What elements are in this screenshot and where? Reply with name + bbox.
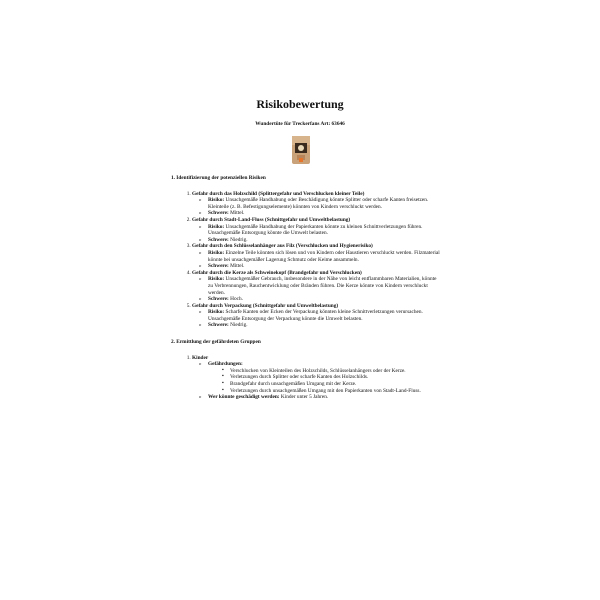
list-item: ▪ Verletzungen durch unsachgemäßen Umgang mit den Papierkanten von Stadt-Land-Fluss.: [230, 388, 441, 395]
severity-text: Mittel.: [230, 263, 245, 270]
risk-label: Risiko:: [208, 197, 225, 204]
list-item: [192, 355, 441, 401]
risk-text: Unsachgemäße Handhabung der Papierkanten könnte zu kleinen Schnittverletzungen führen. Unsachgemäße Entsorgung könnte die Umwelt belasten.: [208, 223, 423, 237]
list-item: [192, 303, 441, 329]
list-item: [208, 276, 441, 296]
list-item: [208, 250, 441, 263]
risk-title: Gefahr durch den Schlüsselanhänger aus Filz (Verschlucken und Hygienerisiko): [192, 243, 373, 250]
severity-label: Schwere:: [208, 296, 229, 303]
risk-label: Risiko:: [208, 223, 225, 230]
list-item: ▪ Brandgefahr durch unsachgemäßen Umgang mit der Kerze.: [230, 381, 441, 388]
severity-text: Mittel.: [230, 210, 245, 217]
risk-label: Risiko:: [208, 276, 225, 283]
list-item: [208, 309, 441, 322]
risk-title: Gefahr durch Verpackung (Schnittgefahr und Umweltbelastung): [192, 302, 339, 309]
severity-label: Schwere:: [208, 236, 229, 243]
risk-text: Scharfe Kanten oder Ecken der Verpackung könnten kleine Schnittverletzungen verursachen. Unsachgemäße Entsorgung der Verpackung könnte die Umwelt belasten.: [208, 309, 423, 322]
list-item: [208, 210, 441, 217]
risk-title: Gefahr durch Stadt-Land-Fluss (Schnittgefahr und Umweltbelastung): [192, 216, 351, 223]
risk-list: [171, 191, 441, 329]
severity-label: Schwere:: [208, 263, 229, 270]
list-item: [208, 322, 441, 329]
who-text: Kinder unter 5 Jahren.: [280, 394, 329, 401]
risk-text: Einzelne Teile könnten sich lösen und von Kindern oder Haustieren verschluckt werden. Filzmaterial könnte bei unsachgemäßer Lagerung Schmutz oder Keime ansammeln.: [208, 249, 440, 263]
severity-text: Niedrig.: [230, 236, 248, 243]
section-heading-groups: 2. Ermittlung der gefährdeten Gruppen: [171, 339, 261, 346]
list-item: [192, 217, 441, 243]
list-item: [208, 361, 441, 394]
hazard-list: [208, 368, 441, 394]
severity-text: Hoch.: [230, 296, 243, 303]
risk-text: Unsachgemäße Handhabung oder Beschädigung könnte Splitter oder scharfe Kanten freisetzen. Kleinteile (z. B. Befestigungselemente) könnten von Kindern verschluckt werden.: [208, 197, 429, 210]
severity-label: Schwere:: [208, 322, 229, 329]
list-item: ▪ Verletzungen durch Splitter oder scharfe Kanten des Holzschilds.: [230, 374, 441, 381]
severity-label: Schwere:: [208, 210, 229, 217]
list-item: [192, 270, 441, 303]
page-subtitle: Wundertüte für Treckerfans Art: 63646: [255, 121, 345, 127]
list-item: [192, 191, 441, 217]
list-item: [208, 394, 441, 401]
risk-label: Risiko:: [208, 309, 225, 316]
list-item: [208, 224, 441, 237]
who-label: Wer könnte geschädigt werden:: [208, 394, 280, 401]
group-list: [171, 355, 441, 401]
section-heading-risks: 1. Identifizierung der potenziellen Risiken: [171, 175, 266, 181]
severity-text: Niedrig.: [230, 322, 248, 329]
list-item: [208, 263, 441, 270]
page-title: Risikobewertung: [256, 97, 344, 111]
list-item: [192, 243, 441, 269]
list-item: [208, 197, 441, 210]
list-item: ▪ Verschlucken von Kleinteilen des Holzschilds, Schlüsselanhängers oder der Kerze.: [230, 368, 441, 375]
list-item: [208, 237, 441, 244]
risk-title: Gefahr durch das Holzschild (Splittergefahr und Verschlucken kleiner Teile): [192, 190, 365, 197]
risk-text: Unsachgemäßer Gebrauch, insbesondere in der Nähe von leicht entflammbaren Materialien, könnte zu Verbrennungen, Rauchentwicklung oder Bränden führen. Die Kerze könnte von Kindern verschluckt werden.: [208, 276, 437, 296]
risk-label: Risiko:: [208, 249, 225, 256]
risk-title: Gefahr durch die Kerze als Schweinekopf (Brandgefahr und Verschlucken): [192, 269, 362, 276]
hazards-label: Gefährdungen:: [208, 361, 243, 368]
list-item: [208, 296, 441, 303]
product-photo-icon: [289, 134, 313, 166]
document-body: [171, 175, 441, 401]
group-title: Kinder: [192, 354, 209, 361]
